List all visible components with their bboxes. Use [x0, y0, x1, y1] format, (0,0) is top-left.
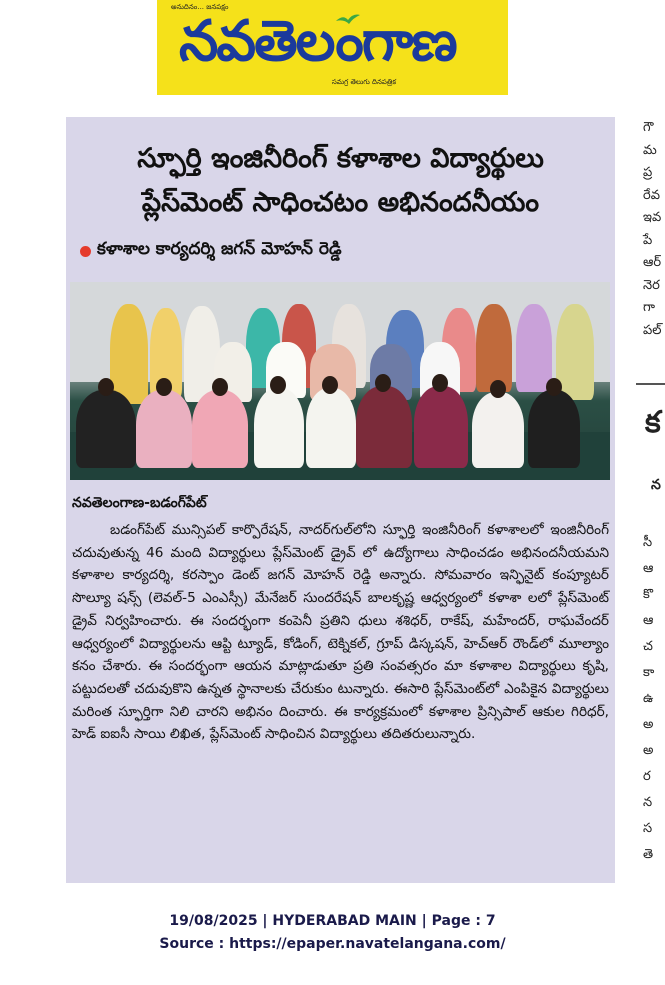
photo-head — [212, 378, 228, 396]
photo-person — [528, 390, 580, 468]
page-footer — [0, 910, 665, 956]
adjacent-line: గౌ — [643, 120, 654, 135]
adjacent-line: కొ — [643, 587, 654, 602]
adjacent-line: పల్ — [643, 322, 662, 338]
photo-person — [476, 304, 512, 392]
photo-head — [546, 378, 562, 396]
masthead-tagline: అనుదినం... జనపక్షం — [171, 3, 229, 11]
adjacent-dateline-fragment: న — [651, 477, 661, 493]
photo-head — [490, 380, 506, 398]
footer-source: Source : https://epaper.navatelangana.com/ — [159, 936, 506, 952]
adjacent-line: ఉ — [643, 691, 654, 706]
adjacent-line: ఇవ — [643, 210, 662, 225]
adjacent-line: మ — [643, 142, 657, 158]
masthead-logo — [157, 0, 508, 95]
adjacent-line: నెర — [643, 277, 660, 293]
adjacent-line: ప్ర — [643, 165, 653, 180]
adjacent-line: రేవ — [643, 187, 660, 203]
adjacent-headline-fragment: క — [645, 405, 661, 440]
photo-person — [414, 386, 468, 468]
article-subhead — [80, 239, 342, 263]
adjacent-line: అ — [643, 743, 654, 758]
photo-person — [306, 388, 356, 468]
photo-person — [472, 392, 524, 468]
photo-person — [192, 390, 248, 468]
headline-line-2: ప్లేస్‌మెంట్ సాధించటం అభినందనీయం — [141, 187, 540, 218]
article-body: బడంగ్‌పేట్ మున్సిపల్ కార్పొరేషన్, నాదర్‌గుల్‌లోని స్ఫూర్తి ఇంజినీరింగ్ కళాశాలలో ఇంజినీరింగ్ చదువుతున్న 46 మంది విద్యార్థులు ప్లేస్‌మెంట్ డ్రైవ్ లో ఉద్యోగాలు సాధించడం అభినందనీయమని కళాశాల కార్యదర్శి, కరస్పాం డెంట్ జగన్ మోహన్ రెడ్డి అన్నారు. సోమవారం ఇన్ఫినైట్ కంప్యూటర్ సొల్యూ షన్స్ (లెవల్-5 ఎంఎస్సీ) మేనేజర్ సుందరేషన్ బాలకృష్ణ ఆధ్వర్యంలో కళాశా లలో ప్లేస్‌మెంట్ డ్రైవ్ నిర్వహించారు. ఈ సందర్భంగా కంపెనీ ప్రతిని ధులు శశిధర్, రాకేష్, మహేందర్, రాఘవేందర్ ఆధ్వర్యంలో విద్యార్థులను ఆప్టి ట్యూడ్, కోడింగ్, టెక్నికల్, గ్రూప్ డిస్కషన్, హెచ్‌ఆర్ రౌండ్‌లో మూల్యాం కనం చేశారు. ఈ సందర్భంగా ఆయన మాట్లాడుతూ ప్రతి సంవత్సరం మా కళాశాల విద్యార్థులు కృషి, పట్టుదలతో చదువుకొని ఉన్నత స్థానాలకు చేరుకుం టున్నారు. ఈసారి ప్లేస్‌మెంట్‌లో ఎంపికైన విద్యార్థులు మరింత స్ఫూర్తిగా నిలి చారని అభినం దించారు. ఈ కార్యక్రమంలో కళాశాల ప్రిన్సిపాల్ ఆకుల గిరిధర్, హెడ్ ఐఐసీ సాయి లిఖిత, ప్లేస్‌మెంట్ సాధించిన విద్యార్థులు తదితరులున్నారు. — [72, 522, 609, 743]
photo-person — [136, 390, 192, 468]
photo-head — [432, 374, 448, 392]
photo-head — [270, 376, 286, 394]
photo-head — [322, 376, 338, 394]
photo-person — [254, 388, 304, 468]
adjacent-line: తె — [643, 847, 654, 862]
group-photo — [70, 282, 610, 480]
headline-line-1: స్ఫూర్తి ఇంజినీరింగ్ కళాశాల విద్యార్థులు — [137, 143, 544, 174]
adjacent-line: న — [643, 795, 653, 810]
photo-person — [110, 304, 148, 404]
adjacent-line: స — [643, 821, 653, 836]
adjacent-top-lines — [643, 117, 661, 342]
article-dateline: నవతెలంగాణ-బడంగ్‌పేట్ — [72, 495, 207, 511]
adjacent-line: ర — [643, 769, 651, 784]
adjacent-line: చ — [643, 639, 653, 654]
adjacent-line: పే — [643, 232, 653, 248]
subhead-text: కళాశాల కార్యదర్శి జగన్ మోహన్ రెడ్డి — [97, 239, 342, 259]
adjacent-line: అ — [643, 717, 654, 732]
adjacent-line: ఆర్ — [643, 255, 662, 270]
adjacent-line: సీ — [643, 535, 653, 550]
bird-icon — [335, 12, 361, 28]
photo-person — [76, 390, 136, 468]
photo-head — [156, 378, 172, 396]
article-panel — [66, 117, 615, 883]
photo-head — [375, 374, 391, 392]
photo-head — [98, 378, 114, 396]
photo-person — [516, 304, 552, 392]
masthead-subtitle: సమగ్ర తెలుగు దినపత్రిక — [331, 78, 396, 86]
masthead-title: నవతెలంగాణ — [179, 9, 456, 74]
adjacent-line: ఆ — [643, 613, 654, 628]
adjacent-line: కా — [643, 665, 655, 680]
article-headline — [66, 137, 615, 225]
adjacent-bottom-lines — [643, 530, 654, 868]
adjacent-line: ఆ — [643, 561, 654, 576]
adjacent-line: గా — [643, 300, 655, 315]
footer-edition-info: 19/08/2025 | HYDERABAD MAIN | Page : 7 — [169, 913, 496, 929]
photo-person — [356, 386, 412, 468]
adjacent-divider — [636, 383, 665, 385]
red-bullet-icon — [80, 246, 91, 257]
